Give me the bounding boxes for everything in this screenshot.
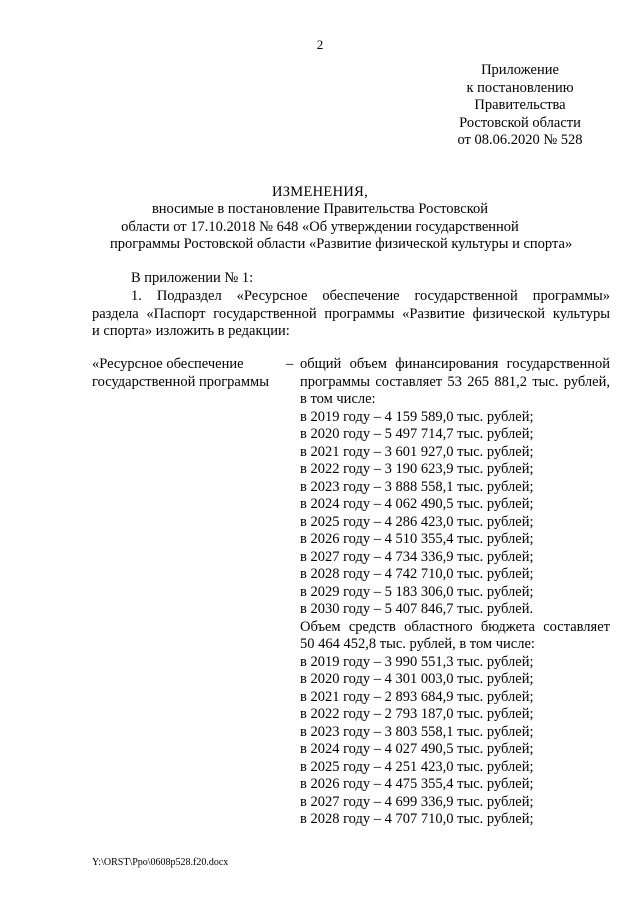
resource-detail-line: в 2020 году – 5 497 714,7 тыс. рублей; (300, 426, 534, 442)
resource-detail-line: 50 464 452,8 тыс. рублей, в том числе: (300, 636, 535, 652)
resource-detail-line: в 2021 году – 3 601 927,0 тыс. рублей; (300, 443, 534, 460)
appendix-line: Приложение (481, 62, 559, 78)
subtitle-line: области от 17.10.2018 № 648 «Об утверждении государственной (121, 218, 519, 235)
item-paragraph (92, 288, 610, 341)
resource-details (300, 356, 610, 829)
document-subtitle (110, 201, 573, 254)
resource-detail-line: Объем средств областного бюджета составляет (300, 618, 610, 635)
resource-detail-line: в 2023 году – 3 888 558,1 тыс. рублей; (300, 478, 534, 495)
resource-label-line: «Ресурсное обеспечение (92, 356, 244, 372)
resource-detail-line: в 2025 году – 4 286 423,0 тыс. рублей; (300, 513, 534, 530)
resource-detail-line: в 2020 году – 4 301 003,0 тыс. рублей; (300, 671, 534, 687)
resource-detail-line: в 2021 году – 2 893 684,9 тыс. рублей; (300, 688, 534, 705)
resource-detail-line: в 2030 году – 5 407 846,7 тыс. рублей. (300, 601, 534, 617)
item-line: 1. Подраздел «Ресурсное обеспечение государственной программы» (131, 288, 610, 304)
subtitle-line: программы Ростовской области «Развитие физической культуры и спорта» (110, 236, 573, 252)
resource-detail-line: в 2026 году – 4 475 355,4 тыс. рублей; (300, 776, 534, 792)
resource-detail-line: в 2022 году – 2 793 187,0 тыс. рублей; (300, 706, 534, 722)
file-path-footer: Y:\ORST\Ppo\0608p528.f20.docx (92, 857, 229, 868)
resource-detail-line: в 2024 году – 4 062 490,5 тыс. рублей; (300, 496, 534, 512)
intro-paragraph: В приложении № 1: (131, 270, 254, 286)
resource-detail-line: программы составляет 53 265 881,2 тыс. рублей, (300, 373, 610, 390)
resource-detail-line: в 2024 году – 4 027 490,5 тыс. рублей; (300, 741, 534, 757)
resource-label-line: государственной программы (92, 373, 269, 390)
appendix-block (430, 62, 610, 150)
page-number: 2 (316, 37, 324, 52)
document-title: ИЗМЕНЕНИЯ, (271, 184, 369, 200)
resource-detail-line: в 2028 году – 4 707 710,0 тыс. рублей; (300, 811, 534, 827)
resource-detail-line: в 2019 году – 3 990 551,3 тыс. рублей; (300, 653, 534, 670)
subtitle-line: вносимые в постановление Правительства Ростовской (151, 201, 489, 217)
item-line: и спорта» изложить в редакции: (92, 323, 290, 339)
resource-detail-line: в 2019 году – 4 159 589,0 тыс. рублей; (300, 408, 534, 425)
resource-detail-line: в 2027 году – 4 734 336,9 тыс. рублей; (300, 548, 534, 565)
resource-detail-line: в 2028 году – 4 742 710,0 тыс. рублей; (300, 566, 534, 582)
appendix-line: Правительства (474, 97, 566, 113)
separator-dash: – (286, 356, 294, 372)
appendix-line: к постановлению (466, 79, 574, 96)
resource-detail-line: в 2027 году – 4 699 336,9 тыс. рублей; (300, 793, 534, 810)
resource-detail-line: в 2023 году – 3 803 558,1 тыс. рублей; (300, 723, 534, 740)
appendix-line: Ростовской области (459, 114, 581, 131)
resource-label (92, 356, 267, 391)
item-line: раздела «Паспорт государственной программы «Развитие физической культуры (92, 305, 610, 322)
resource-detail-line: в 2029 году – 5 183 306,0 тыс. рублей; (300, 583, 534, 600)
appendix-line: от 08.06.2020 № 528 (457, 132, 583, 148)
resource-detail-line: в 2022 году – 3 190 623,9 тыс. рублей; (300, 461, 534, 477)
resource-detail-line: в том числе: (300, 391, 376, 407)
resource-detail-line: в 2025 году – 4 251 423,0 тыс. рублей; (300, 758, 534, 775)
resource-detail-line: общий объем финансирования государственной (300, 356, 610, 372)
resource-detail-line: в 2026 году – 4 510 355,4 тыс. рублей; (300, 531, 534, 547)
